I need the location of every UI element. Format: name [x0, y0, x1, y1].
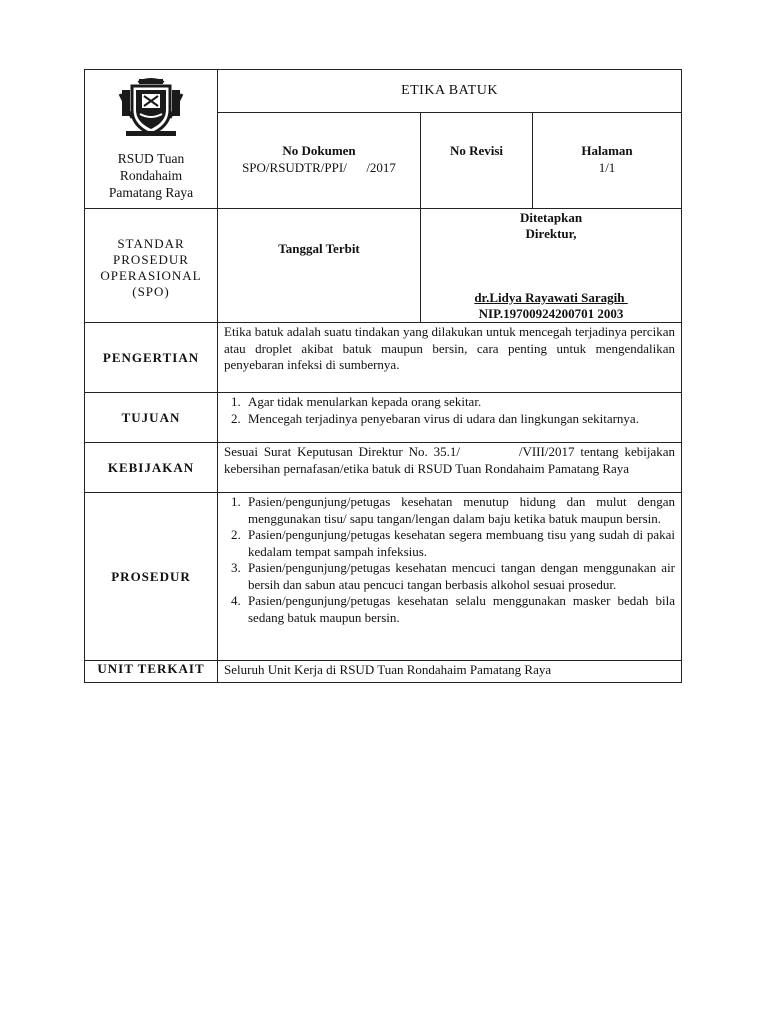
- unit-terkait-label: UNIT TERKAIT: [85, 661, 218, 683]
- list-item: 2. Mencegah terjadinya penyebaran virus di udara dan lingkungan sekitarnya.: [244, 411, 675, 428]
- hospital-name-line3: Pamatang Raya: [108, 185, 194, 200]
- hospital-name-line1: RSUD Tuan: [117, 151, 185, 166]
- no-dokumen-label: No Dokumen: [282, 143, 356, 158]
- halaman-label: Halaman: [581, 143, 633, 158]
- document-title: ETIKA BATUK: [218, 70, 682, 113]
- list-item: 1. Agar tidak menularkan kepada orang sekitar.: [244, 394, 675, 411]
- spo-line1: STANDAR: [117, 235, 185, 251]
- kebijakan-label: KEBIJAKAN: [85, 443, 218, 493]
- list-item: 2. Pasien/pengunjung/petugas kesehatan segera membuang tisu yang sudah di pakai kedalam tempat sampah infeksius.: [244, 527, 675, 560]
- spo-line4: (SPO): [132, 283, 170, 299]
- no-dokumen-value: SPO/RSUDTR/PPI/ /2017: [242, 160, 396, 175]
- ditetapkan-cell: [421, 209, 682, 323]
- signer-name: dr.Lidya Rayawati Saragih: [474, 290, 628, 305]
- pengertian-label: PENGERTIAN: [85, 323, 218, 393]
- direktur-label: Direktur,: [525, 226, 577, 241]
- spo-document: [84, 69, 681, 683]
- signer-nip: NIP.19700924200701 2003: [478, 306, 624, 321]
- prosedur-list: [224, 494, 675, 626]
- halaman-cell: [533, 113, 682, 209]
- spo-table: [84, 69, 682, 683]
- ditetapkan-label: Ditetapkan: [519, 210, 583, 225]
- district-crest-icon: [118, 76, 184, 138]
- tanggal-terbit-label: Tanggal Terbit: [278, 241, 360, 256]
- hospital-name-line2: Rondahaim: [119, 168, 183, 183]
- unit-terkait-text: Seluruh Unit Kerja di RSUD Tuan Rondahaim Pamatang Raya: [218, 661, 682, 683]
- prosedur-cell: [218, 493, 682, 661]
- hospital-name: [85, 150, 217, 201]
- no-dokumen-cell: [218, 113, 421, 209]
- tujuan-list: [224, 394, 675, 427]
- spo-line3: OPERASIONAL: [100, 267, 202, 283]
- hospital-cell: [85, 70, 218, 209]
- spo-label-cell: [85, 209, 218, 323]
- list-item: 3. Pasien/pengunjung/petugas kesehatan mencuci tangan dengan menggunakan air bersih dan sabun atau pencuci tangan berbasis alkohol sesuai prosedur.: [244, 560, 675, 593]
- hospital-logo: [85, 70, 217, 148]
- halaman-value: 1/1: [598, 160, 616, 175]
- prosedur-label: PROSEDUR: [85, 493, 218, 661]
- pengertian-text: Etika batuk adalah suatu tindakan yang dilakukan untuk mencegah terjadinya percikan atau droplet akibat batuk maupun bersin, cara penting untuk mengendalikan penyebaran infeksi di sumbernya.: [218, 323, 682, 393]
- tujuan-cell: [218, 393, 682, 443]
- spo-line2: PROSEDUR: [113, 251, 189, 267]
- list-item: 4. Pasien/pengunjung/petugas kesehatan selalu menggunakan masker bedah bila sedang batuk maupun bersin.: [244, 593, 675, 626]
- no-revisi-cell: [421, 113, 533, 209]
- list-item: 1. Pasien/pengunjung/petugas kesehatan menutup hidung dan mulut dengan menggunakan tisu/ sapu tangan/lengan dalam baju ketika batuk maupun bersin.: [244, 494, 675, 527]
- no-revisi-label: No Revisi: [449, 143, 504, 158]
- tujuan-label: TUJUAN: [85, 393, 218, 443]
- tanggal-terbit-cell: [218, 209, 421, 323]
- kebijakan-text: Sesuai Surat Keputusan Direktur No. 35.1/ /VIII/2017 tentang kebijakan kebersihan pernafasan/etika batuk di RSUD Tuan Rondahaim Pamatang Raya: [218, 443, 682, 493]
